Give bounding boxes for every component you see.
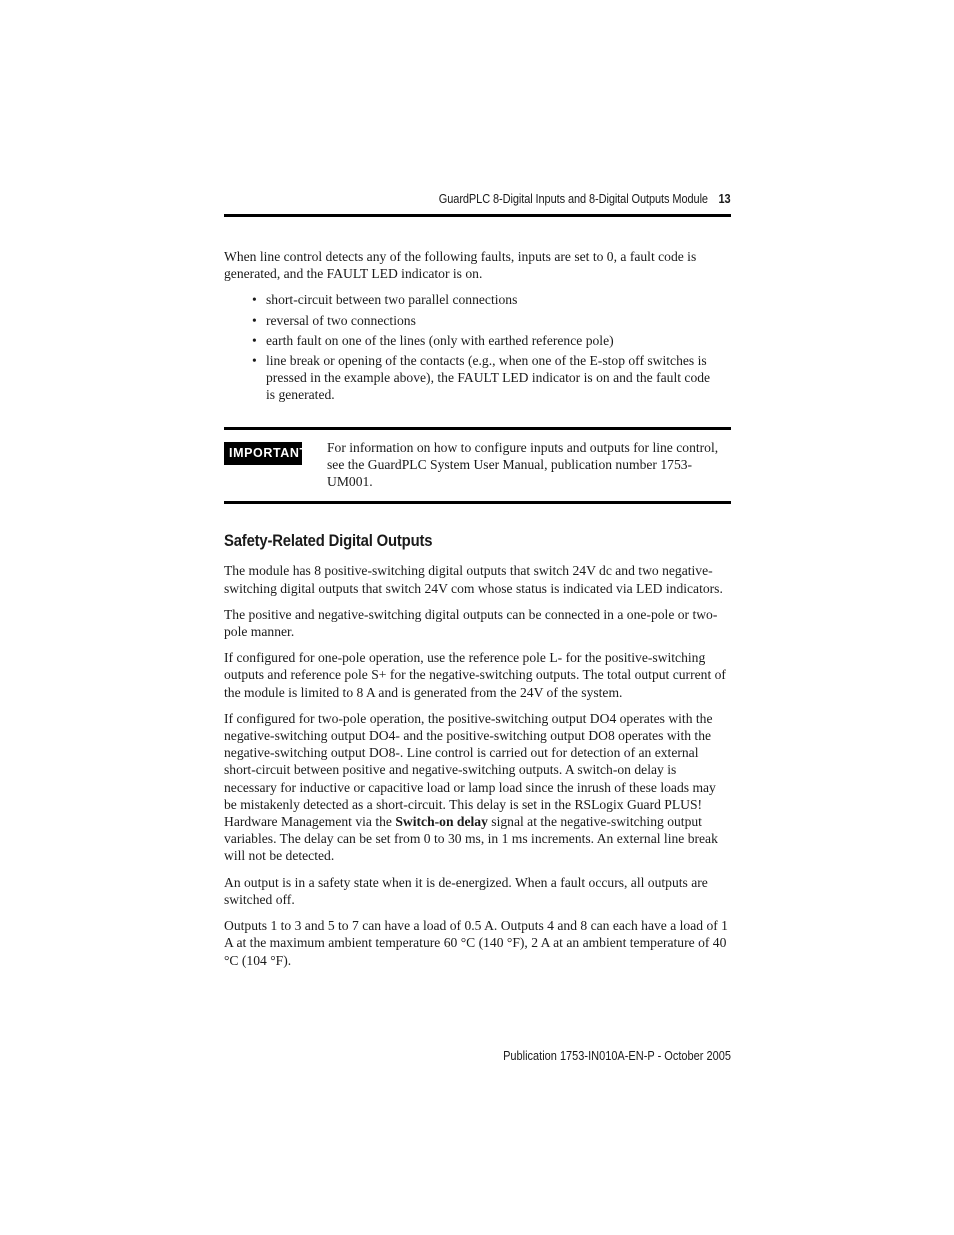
two-pole-text-start: If configured for two-pole operation, the positive-switching output DO4 operates with the negative-switching output DO4- and the positive-switching output DO8 operates with the negative-switching output DO8-. Line control is carried out for detection of an external short-circuit between positive and negative-switching outputs. A switch-on delay is necessary for inductive or capacitive load or lamp load since the inrush of these loads may be mistakenly detected as a short-circuit. This delay is set in the RSLogix Guard PLUS! Hardware Management via the — [224, 710, 716, 830]
paragraph-outputs-overview: The module has 8 positive-switching digital outputs that switch 24V dc and two negative-switching digital outputs that switch 24V com whose status is indicated via LED indicators. — [224, 563, 723, 596]
list-item: • line break or opening of the contacts (e.g., when one of the E-stop off switches is pressed in the example above), the FAULT LED indicator is on and the fault code is generated. — [266, 352, 731, 404]
page-header — [224, 190, 731, 217]
list-item: • reversal of two connections — [266, 312, 731, 329]
paragraph-one-pole: If configured for one-pole operation, use the reference pole L- for the positive-switching outputs and reference pole S+ for the negative-switching outputs. The total output current of the module is limited to 8 A and is generated from the 24V of the system. — [224, 650, 726, 700]
page-body — [224, 248, 731, 978]
page-footer: Publication 1753-IN010A-EN-P - October 2005 — [503, 1049, 731, 1063]
switch-on-delay-term: Switch-on delay — [395, 814, 488, 830]
important-text: For information on how to configure inputs and outputs for line control, see the GuardPLC System User Manual, publication number 1753-UM001. — [327, 439, 719, 490]
paragraph-safety-state: An output is in a safety state when it is de-energized. When a fault occurs, all outputs are switched off. — [224, 874, 708, 907]
list-item: • earth fault on one of the lines (only with earthed reference pole) — [266, 332, 731, 349]
important-note — [224, 427, 731, 505]
list-item: • short-circuit between two parallel connections — [266, 291, 731, 308]
header-title: GuardPLC 8-Digital Inputs and 8-Digital Outputs Module — [439, 192, 709, 206]
fault-list — [224, 291, 731, 403]
paragraph-connection-mode: The positive and negative-switching digital outputs can be connected in a one-pole or two-pole manner. — [224, 606, 718, 640]
intro-paragraph: When line control detects any of the following faults, inputs are set to 0, a fault code is generated, and the FAULT LED indicator is on. — [224, 249, 697, 282]
header-line — [439, 192, 731, 206]
paragraph-output-loads: Outputs 1 to 3 and 5 to 7 can have a load of 0.5 A. Outputs 4 and 8 can each have a load of 1 A at the maximum ambient temperature 60 °C (140 °F), 2 A at an ambient temperature of 40 °C (104 °F). — [224, 918, 728, 968]
important-label: IMPORTANT — [224, 442, 302, 465]
section-heading: Safety-Related Digital Outputs — [224, 532, 433, 551]
page-number: 13 — [718, 192, 731, 206]
paragraph-two-pole — [224, 710, 731, 865]
two-pole-text-end: signal at the negative-switching output variables. The delay can be set from 0 to 30 ms, in 1 ms increments. An external line break will not be detected. — [224, 814, 718, 864]
